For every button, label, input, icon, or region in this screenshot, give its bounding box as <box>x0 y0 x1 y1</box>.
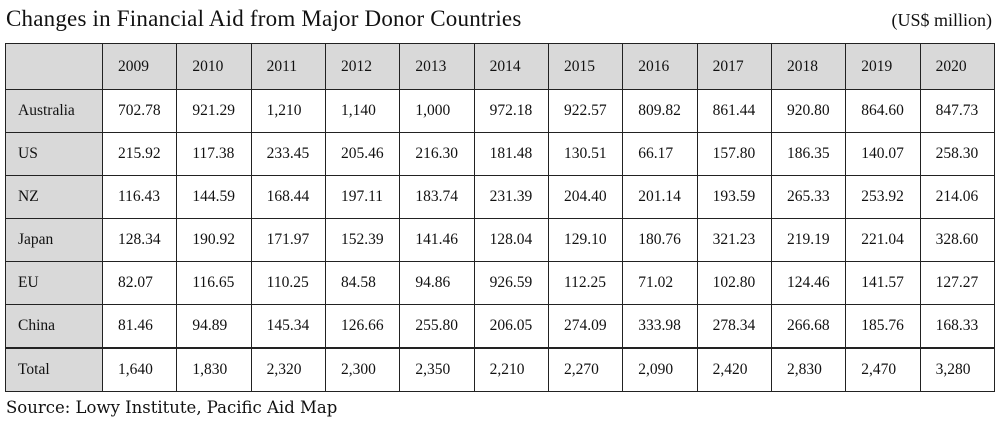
table-row <box>6 90 995 133</box>
value-cell: 82.07 <box>103 262 177 305</box>
value-cell: 116.65 <box>177 262 251 305</box>
header-row <box>6 44 995 90</box>
value-cell: 124.46 <box>771 262 845 305</box>
value-cell: 2,270 <box>548 348 622 392</box>
value-cell: 84.58 <box>325 262 399 305</box>
value-cell: 180.76 <box>623 219 697 262</box>
year-header: 2016 <box>623 44 697 90</box>
value-cell: 185.76 <box>846 305 920 349</box>
value-cell: 233.45 <box>251 133 325 176</box>
value-cell: 861.44 <box>697 90 771 133</box>
year-header: 2011 <box>251 44 325 90</box>
value-cell: 926.59 <box>474 262 548 305</box>
row-label: Japan <box>6 219 103 262</box>
value-cell: 809.82 <box>623 90 697 133</box>
value-cell: 130.51 <box>548 133 622 176</box>
value-cell: 127.27 <box>920 262 994 305</box>
value-cell: 221.04 <box>846 219 920 262</box>
value-cell: 201.14 <box>623 176 697 219</box>
value-cell: 231.39 <box>474 176 548 219</box>
value-cell: 141.46 <box>400 219 474 262</box>
value-cell: 1,640 <box>103 348 177 392</box>
value-cell: 110.25 <box>251 262 325 305</box>
value-cell: 266.68 <box>771 305 845 349</box>
row-label: NZ <box>6 176 103 219</box>
value-cell: 2,420 <box>697 348 771 392</box>
value-cell: 2,350 <box>400 348 474 392</box>
value-cell: 66.17 <box>623 133 697 176</box>
value-cell: 274.09 <box>548 305 622 349</box>
value-cell: 144.59 <box>177 176 251 219</box>
year-header: 2017 <box>697 44 771 90</box>
value-cell: 1,210 <box>251 90 325 133</box>
value-cell: 1,000 <box>400 90 474 133</box>
value-cell: 129.10 <box>548 219 622 262</box>
value-cell: 321.23 <box>697 219 771 262</box>
value-cell: 94.86 <box>400 262 474 305</box>
value-cell: 157.80 <box>697 133 771 176</box>
value-cell: 258.30 <box>920 133 994 176</box>
value-cell: 922.57 <box>548 90 622 133</box>
value-cell: 190.92 <box>177 219 251 262</box>
year-header: 2012 <box>325 44 399 90</box>
value-cell: 186.35 <box>771 133 845 176</box>
value-cell: 2,300 <box>325 348 399 392</box>
value-cell: 2,830 <box>771 348 845 392</box>
year-header: 2014 <box>474 44 548 90</box>
corner-cell <box>6 44 103 90</box>
value-cell: 206.05 <box>474 305 548 349</box>
value-cell: 116.43 <box>103 176 177 219</box>
value-cell: 112.25 <box>548 262 622 305</box>
value-cell: 71.02 <box>623 262 697 305</box>
value-cell: 265.33 <box>771 176 845 219</box>
value-cell: 255.80 <box>400 305 474 349</box>
value-cell: 145.34 <box>251 305 325 349</box>
value-cell: 117.38 <box>177 133 251 176</box>
value-cell: 102.80 <box>697 262 771 305</box>
value-cell: 168.44 <box>251 176 325 219</box>
value-cell: 81.46 <box>103 305 177 349</box>
table-row <box>6 133 995 176</box>
value-cell: 702.78 <box>103 90 177 133</box>
value-cell: 193.59 <box>697 176 771 219</box>
year-header: 2019 <box>846 44 920 90</box>
value-cell: 204.40 <box>548 176 622 219</box>
table-body <box>6 90 995 392</box>
value-cell: 126.66 <box>325 305 399 349</box>
value-cell: 215.92 <box>103 133 177 176</box>
value-cell: 1,140 <box>325 90 399 133</box>
year-header: 2013 <box>400 44 474 90</box>
value-cell: 141.57 <box>846 262 920 305</box>
value-cell: 2,090 <box>623 348 697 392</box>
value-cell: 1,830 <box>177 348 251 392</box>
aid-table <box>5 43 995 392</box>
value-cell: 3,280 <box>920 348 994 392</box>
year-header: 2009 <box>103 44 177 90</box>
unit-label: (US$ million) <box>891 10 992 30</box>
row-label: China <box>6 305 103 349</box>
year-header: 2015 <box>548 44 622 90</box>
value-cell: 847.73 <box>920 90 994 133</box>
row-label: US <box>6 133 103 176</box>
year-header: 2010 <box>177 44 251 90</box>
value-cell: 152.39 <box>325 219 399 262</box>
value-cell: 183.74 <box>400 176 474 219</box>
source-note: Source: Lowy Institute, Pacific Aid Map <box>6 398 338 417</box>
value-cell: 253.92 <box>846 176 920 219</box>
value-cell: 278.34 <box>697 305 771 349</box>
table-row <box>6 262 995 305</box>
value-cell: 921.29 <box>177 90 251 133</box>
value-cell: 140.07 <box>846 133 920 176</box>
value-cell: 205.46 <box>325 133 399 176</box>
table-row <box>6 348 995 392</box>
row-label: Australia <box>6 90 103 133</box>
value-cell: 219.19 <box>771 219 845 262</box>
value-cell: 2,470 <box>846 348 920 392</box>
table-row <box>6 176 995 219</box>
row-label: Total <box>6 348 103 392</box>
value-cell: 94.89 <box>177 305 251 349</box>
value-cell: 197.11 <box>325 176 399 219</box>
value-cell: 2,210 <box>474 348 548 392</box>
table-header <box>6 44 995 90</box>
value-cell: 2,320 <box>251 348 325 392</box>
value-cell: 128.04 <box>474 219 548 262</box>
value-cell: 171.97 <box>251 219 325 262</box>
value-cell: 216.30 <box>400 133 474 176</box>
value-cell: 214.06 <box>920 176 994 219</box>
page-title: Changes in Financial Aid from Major Donor Countries <box>6 6 522 31</box>
value-cell: 181.48 <box>474 133 548 176</box>
table-row <box>6 219 995 262</box>
value-cell: 328.60 <box>920 219 994 262</box>
value-cell: 972.18 <box>474 90 548 133</box>
year-header: 2018 <box>771 44 845 90</box>
year-header: 2020 <box>920 44 994 90</box>
table-row <box>6 305 995 349</box>
row-label: EU <box>6 262 103 305</box>
value-cell: 128.34 <box>103 219 177 262</box>
value-cell: 920.80 <box>771 90 845 133</box>
value-cell: 864.60 <box>846 90 920 133</box>
value-cell: 333.98 <box>623 305 697 349</box>
value-cell: 168.33 <box>920 305 994 349</box>
